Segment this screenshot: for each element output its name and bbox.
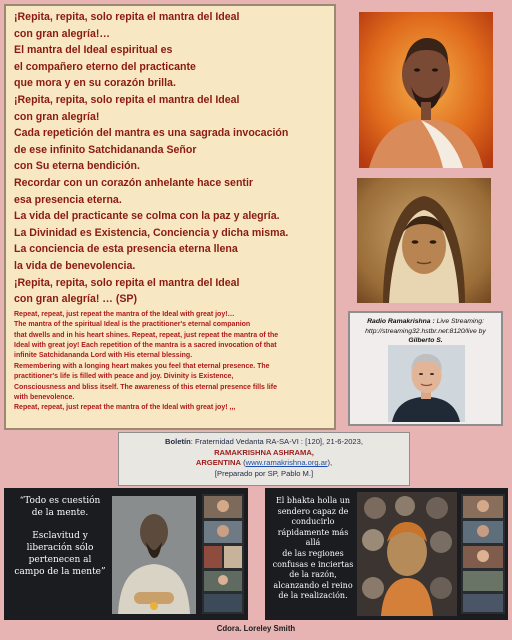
poem-spanish bbox=[14, 9, 327, 308]
poem-line: ¡Repita, repita, solo repita el mantra del Ideal bbox=[14, 276, 240, 289]
quote-line: alcanzando el reino bbox=[273, 580, 353, 590]
poem-english bbox=[14, 310, 327, 414]
gilberto-photo bbox=[388, 345, 465, 422]
poem-line: con gran alegría! … (SP) bbox=[14, 293, 138, 306]
bulletin-text: : Fraternidad Vedanta RA-SA-VI : [120], 21-6-2023, bbox=[190, 437, 363, 446]
poem-line: de ese infinito Satchidananda Señor bbox=[14, 143, 197, 156]
poem-line: La conciencia de esta presencia eterna llena bbox=[14, 243, 238, 256]
poem-english-line: with benevolence. bbox=[14, 393, 75, 401]
bulletin-box: Boletín: Fraternidad Vedanta RA-SA-VI : [120], 21-6-2023, RAMAKRISHNA ASHRAMA, ARGENTINA (www.ramakrishna.org.ar), [Preparado por SP, Pablo M.] bbox=[118, 432, 410, 486]
quote-line bbox=[12, 520, 108, 532]
sarada-devi-portrait bbox=[357, 178, 491, 303]
bulletin-site-link[interactable]: www.ramakrishna.org.ar bbox=[245, 458, 328, 468]
poem-line: con gran alegría!… bbox=[14, 27, 110, 40]
poem-english-line: Repeat, repeat, just repeat the mantra of the Ideal with great joy! ,,, bbox=[14, 404, 236, 412]
ramakrishna-portrait bbox=[359, 12, 493, 168]
radio-box bbox=[348, 311, 503, 426]
poem-line: Cada repetición del mantra es una sagrada invocación bbox=[14, 127, 289, 140]
poem-english-line: practitioner's life is filled with peace and joy. Divinity is Existence, bbox=[14, 373, 234, 381]
quote-line: conducirlo bbox=[291, 517, 335, 527]
poem-line: esa presencia eterna. bbox=[14, 193, 122, 206]
poem-line: El mantra del Ideal espiritual es bbox=[14, 44, 173, 57]
quote-right bbox=[271, 496, 355, 602]
quote-line: campo de la mente” bbox=[14, 566, 106, 577]
poem-english-line: that dwells and in his heart shines. Repeat, repeat, just repeat the mantra of the bbox=[14, 331, 279, 339]
poem-english-line: Ideal with great joy! Each repetition of the mantra is a sacred invocation of that bbox=[14, 341, 277, 349]
quote-line: de la mente. bbox=[31, 507, 89, 518]
poem-line: ¡Repita, repita, solo repita el mantra del Ideal bbox=[14, 93, 240, 106]
bulletin-org: RAMAKRISHNA ASHRAMA, bbox=[214, 447, 314, 457]
quote-line: El bhakta holla un bbox=[275, 496, 351, 505]
sages-collage-image bbox=[357, 492, 457, 616]
poem-line: la vida de benevolencia. bbox=[14, 259, 136, 272]
poem-english-line: Repeat, repeat, just repeat the mantra of the Ideal with great joy!… bbox=[14, 310, 235, 318]
quote-line: liberación sólo bbox=[26, 543, 94, 554]
radio-url[interactable]: http://streaming32.hstbr.net:8120/live bbox=[365, 327, 477, 335]
poem-english-line: infinite Satchidananda Lord with His eternal blessing. bbox=[14, 352, 193, 360]
radio-subtitle: Live Streaming: bbox=[434, 318, 484, 325]
quote-line: “Todo es cuestión bbox=[19, 496, 101, 506]
radio-by: by bbox=[476, 327, 486, 335]
quote-line: Esclavitud y bbox=[32, 531, 88, 542]
poem-line: Recordar con un corazón anhelante hace sentir bbox=[14, 176, 254, 189]
radio-title: Radio Ramakrishna : bbox=[367, 318, 435, 325]
poem-line: ¡Repita, repita, solo repita el mantra del Ideal bbox=[14, 11, 240, 23]
video-panel-right bbox=[265, 488, 508, 620]
poem-english-line: The mantra of the spiritual Ideal is the practitioner's eternal companion bbox=[14, 321, 251, 329]
quote-line: sendero capaz de bbox=[277, 506, 349, 516]
poem-english-line: Remembering with a longing heart makes you feel that eternal presence. The bbox=[14, 362, 270, 370]
quote-line: pertenecen al bbox=[28, 554, 92, 565]
quote-line: de la razón, bbox=[289, 570, 337, 580]
quote-left bbox=[12, 496, 108, 579]
quote-line: confusas e inciertas bbox=[272, 559, 354, 569]
poem-line: La vida del practicante se colma con la paz y alegría. bbox=[14, 210, 280, 223]
bulletin-country: ARGENTINA bbox=[195, 458, 241, 468]
monk-meditation-image bbox=[112, 496, 196, 614]
footer-credit: Cdora. Loreley Smith bbox=[216, 624, 296, 633]
participant-thumbnails-left bbox=[202, 494, 244, 614]
bulletin-label: Boletín bbox=[165, 437, 191, 446]
poem-line: con Su eterna bendición. bbox=[14, 160, 140, 173]
poem-line: con gran alegría! bbox=[14, 110, 100, 123]
poem-line: que mora y en su corazón brilla. bbox=[14, 77, 176, 90]
bulletin-site-tail: ), bbox=[327, 458, 333, 468]
poem-line: La Divinidad es Existencia, Conciencia y dicha misma. bbox=[14, 226, 289, 239]
quote-line: de las regiones bbox=[282, 548, 344, 558]
quote-line: de la realización. bbox=[278, 591, 348, 601]
quote-line: rápidamente más allá bbox=[277, 527, 349, 548]
video-panel-left bbox=[4, 488, 248, 620]
bulletin-prepared: [Preparado por SP, Pablo M.] bbox=[214, 468, 314, 478]
poem-english-line: Consciousness and bliss itself. The awareness of this eternal presence fills life bbox=[14, 383, 277, 391]
poem-box bbox=[4, 4, 336, 430]
participant-thumbnails-right bbox=[461, 494, 505, 614]
radio-author: Gilberto S. bbox=[408, 337, 443, 345]
poem-line: el compañero eterno del practicante bbox=[14, 60, 196, 73]
